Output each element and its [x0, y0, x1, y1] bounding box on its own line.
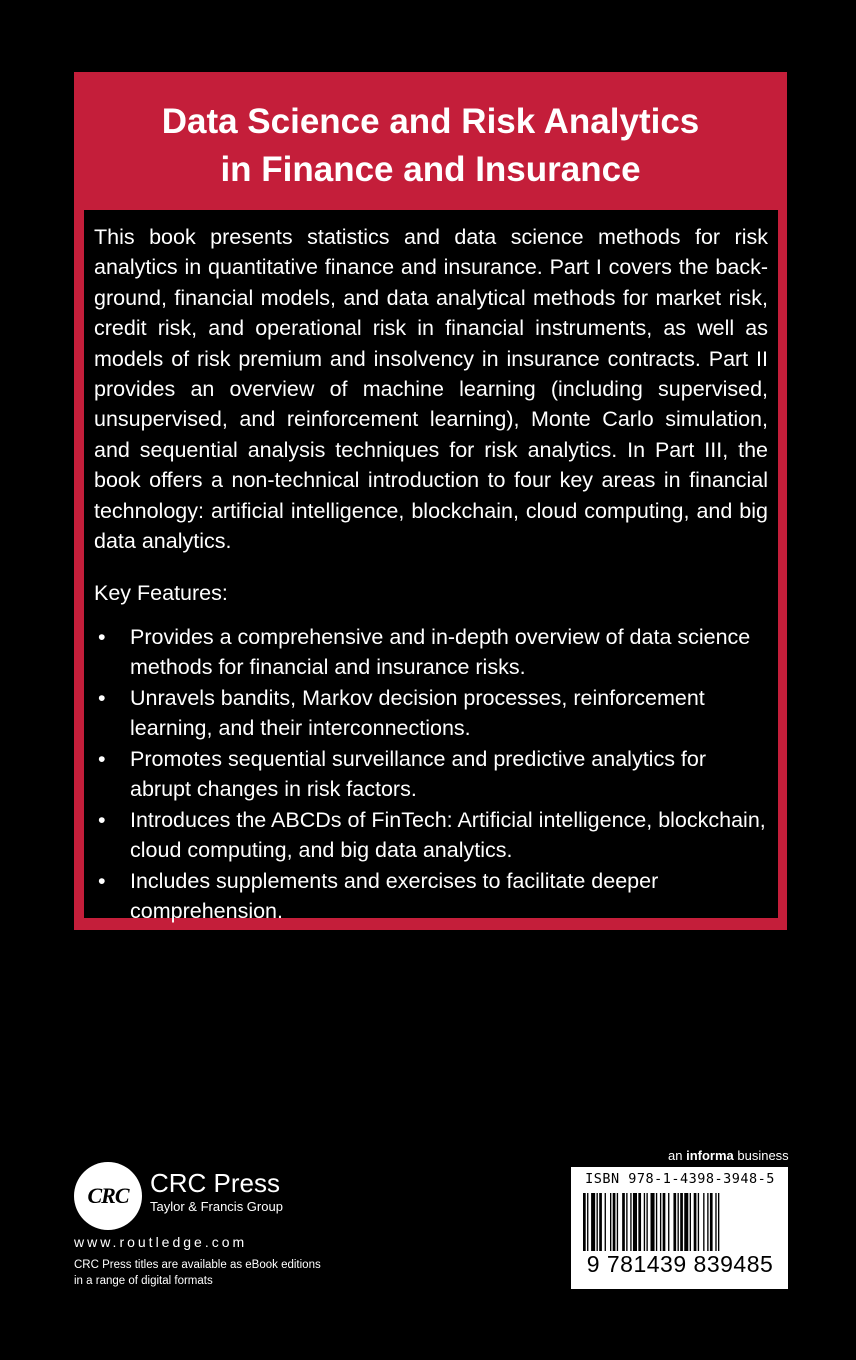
bullet-icon: • — [98, 747, 106, 772]
description-panel — [74, 72, 787, 930]
publisher-url: www.routledge.com — [74, 1234, 248, 1250]
barcode-bar — [663, 1193, 666, 1251]
bullet-icon: • — [98, 869, 106, 894]
barcode-bar — [698, 1193, 699, 1251]
barcode-bar — [622, 1193, 625, 1251]
logo-text: CRC — [87, 1183, 129, 1208]
isbn-label: ISBN 978-1-4398-3948-5 — [585, 1171, 775, 1187]
barcode-bar — [633, 1193, 637, 1251]
feature-item: • Promotes sequential surveillance and predictive analytics for abrupt changes in risk factors. — [94, 744, 768, 804]
barcode-digits: 9 781439 839485 — [586, 1251, 774, 1277]
barcode-bar — [646, 1193, 647, 1251]
barcode-bar — [638, 1193, 641, 1251]
barcode-bar — [660, 1193, 661, 1251]
isbn-barcode — [571, 1167, 788, 1289]
barcode-bar — [651, 1193, 655, 1251]
barcode-bar — [583, 1193, 586, 1251]
barcode-bar — [591, 1193, 595, 1251]
book-description: This book presents statistics and data science methods for risk analytics in quantitative finance and insurance. Part I covers the back-ground, financial models, and data analytical methods for market risk, credit risk, and operational risk in financial instruments, as well as models of risk premium and insolvency in insurance contracts. Part II provides an overview of machine learning (including supervised, unsupervised, and reinforcement learning), Monte Carlo simulation, and sequential analysis techniques for risk analytics. In Part III, the book offers a non-technical introduction to four key areas in financial technology: artificial intelligence, blockchain, cloud computing, and big data analytics. — [94, 225, 768, 554]
barcode-bar — [605, 1193, 606, 1251]
crc-logo-icon — [74, 1162, 142, 1230]
barcode-bar — [684, 1193, 688, 1251]
title-line-2: in Finance and Insurance — [220, 150, 641, 189]
barcode-bar — [613, 1193, 616, 1251]
informa-tagline: an informa business — [668, 1148, 789, 1163]
barcode-bar — [630, 1193, 631, 1251]
barcode-bar — [626, 1193, 627, 1251]
bullet-icon: • — [98, 625, 106, 650]
barcode-bar — [680, 1193, 683, 1251]
publisher-name: CRC Press — [150, 1168, 281, 1198]
barcode-bar — [668, 1193, 669, 1251]
ebook-note: CRC Press titles are available as eBook editions in a range of digital formats — [74, 1259, 321, 1287]
barcode-bar — [710, 1193, 713, 1251]
publisher-group: Taylor & Francis Group — [150, 1199, 283, 1214]
barcode-bar — [599, 1193, 602, 1251]
barcode-bar — [703, 1193, 704, 1251]
title-line-1: Data Science and Risk Analytics — [161, 102, 700, 141]
barcode-bar — [678, 1193, 679, 1251]
barcode-bar — [587, 1193, 588, 1251]
feature-item: • Unravels bandits, Markov decision processes, reinforcement learning, and their interconnections. — [94, 683, 768, 743]
barcode-bar — [597, 1193, 598, 1251]
feature-item: • Introduces the ABCDs of FinTech: Artificial intelligence, blockchain, cloud computing, and big data analytics. — [94, 805, 768, 865]
barcode-bar — [610, 1193, 611, 1251]
barcode-bar — [718, 1193, 719, 1251]
barcode-bar — [690, 1193, 691, 1251]
bullet-icon: • — [98, 808, 106, 833]
barcode-bar — [644, 1193, 645, 1251]
barcode-bar — [707, 1193, 708, 1251]
key-features-heading: Key Features: — [94, 581, 228, 606]
barcode-bar — [715, 1193, 716, 1251]
barcode-bar — [694, 1193, 697, 1251]
feature-item: • Provides a comprehensive and in-depth overview of data science methods for financial and insurance risks. — [94, 622, 768, 682]
feature-item: • Includes supplements and exercises to facilitate deeper comprehension. — [94, 866, 768, 926]
bullet-icon: • — [98, 686, 106, 711]
barcode-bars-icon — [579, 1193, 781, 1251]
blurb-box — [84, 210, 778, 924]
barcode-bar — [656, 1193, 657, 1251]
feature-list — [94, 622, 768, 926]
book-title — [74, 98, 787, 194]
barcode-bar — [673, 1193, 676, 1251]
barcode-bar — [617, 1193, 618, 1251]
